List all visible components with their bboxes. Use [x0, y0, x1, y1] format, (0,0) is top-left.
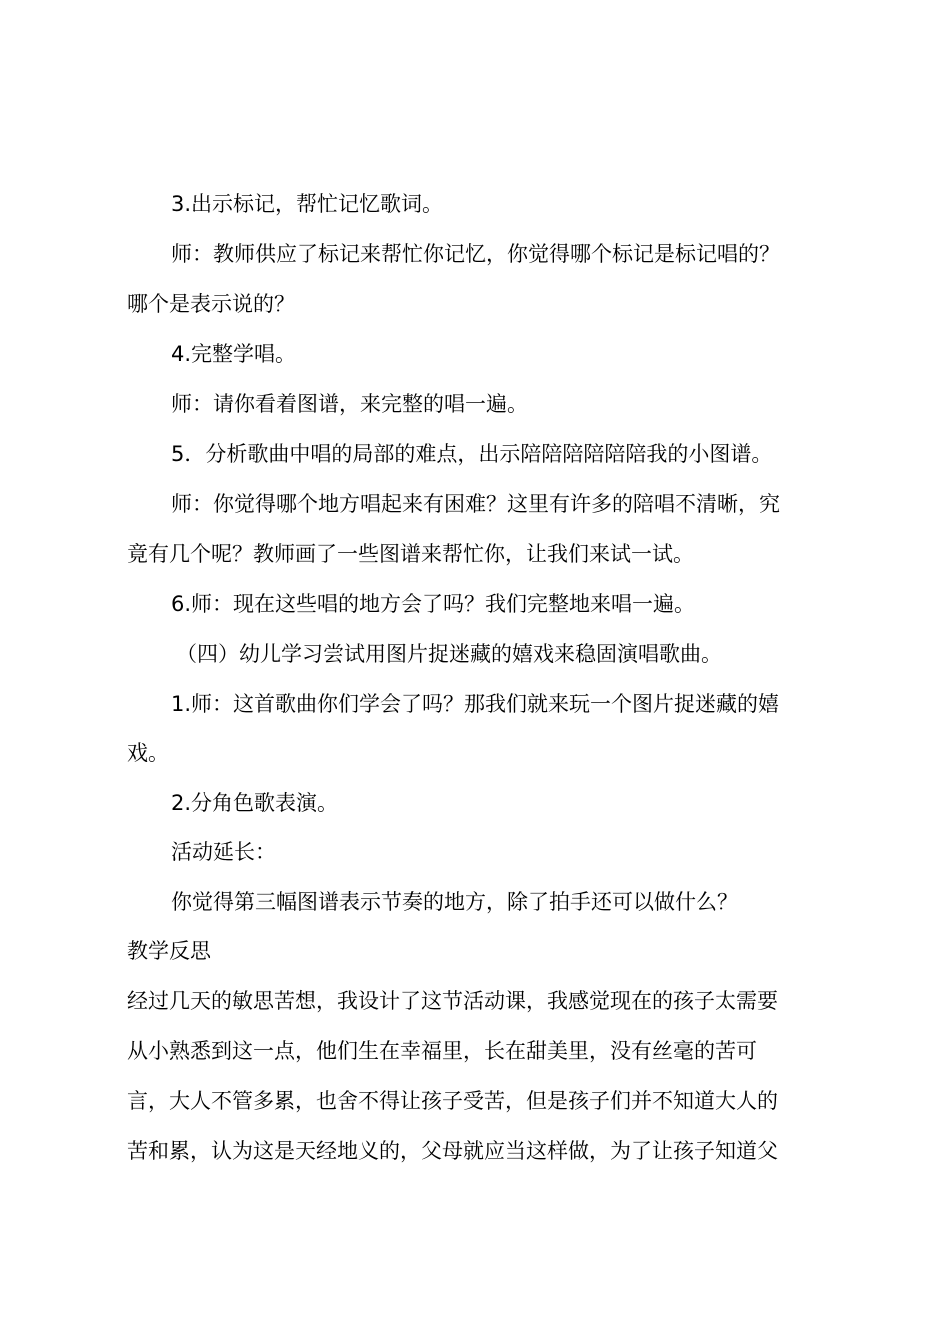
paragraph-line-18: 从小熟悉到这一点，他们生在幸福里，长在甜美里，没有丝毫的苦可 — [127, 1039, 757, 1063]
paragraph-line-17: 经过几天的敏思苦想，我设计了这节活动课，我感觉现在的孩子太需要 — [127, 989, 778, 1013]
paragraph-line-20: 苦和累，认为这是天经地义的，父母就应当这样做，为了让孩子知道父 — [127, 1139, 778, 1163]
paragraph-line-9: 6.师：现在这些唱的地方会了吗？我们完整地来唱一遍。 — [171, 592, 696, 616]
paragraph-line-1: 3.出示标记，帮忙记忆歌词。 — [171, 192, 444, 216]
paragraph-line-10: （四）幼儿学习尝试用图片捉迷藏的嬉戏来稳固演唱歌曲。 — [176, 642, 722, 666]
paragraph-line-6: 5．分析歌曲中唱的局部的难点，出示陪陪陪陪陪陪我的小图谱。 — [171, 442, 773, 466]
paragraph-line-11: 1.师：这首歌曲你们学会了吗？那我们就来玩一个图片捉迷藏的嬉 — [171, 692, 780, 716]
paragraph-line-14: 活动延长： — [171, 840, 276, 864]
paragraph-line-5: 师：请你看着图谱，来完整的唱一遍。 — [171, 392, 528, 416]
paragraph-line-15: 你觉得第三幅图谱表示节奏的地方，除了拍手还可以做什么？ — [171, 890, 738, 914]
paragraph-line-7: 师：你觉得哪个地方唱起来有困难？这里有许多的陪唱不清晰，究 — [171, 492, 780, 516]
section-heading: 教学反思 — [127, 939, 211, 963]
paragraph-line-4: 4.完整学唱。 — [171, 342, 297, 366]
paragraph-line-13: 2.分角色歌表演。 — [171, 791, 339, 815]
paragraph-line-19: 言，大人不管多累，也舍不得让孩子受苦，但是孩子们并不知道大人的 — [127, 1089, 778, 1113]
paragraph-line-12: 戏。 — [127, 741, 169, 765]
paragraph-line-3: 哪个是表示说的？ — [127, 292, 295, 316]
paragraph-line-8: 竟有几个呢？教师画了一些图谱来帮忙你，让我们来试一试。 — [127, 542, 694, 566]
paragraph-line-2: 师：教师供应了标记来帮忙你记忆，你觉得哪个标记是标记唱的？ — [171, 242, 780, 266]
